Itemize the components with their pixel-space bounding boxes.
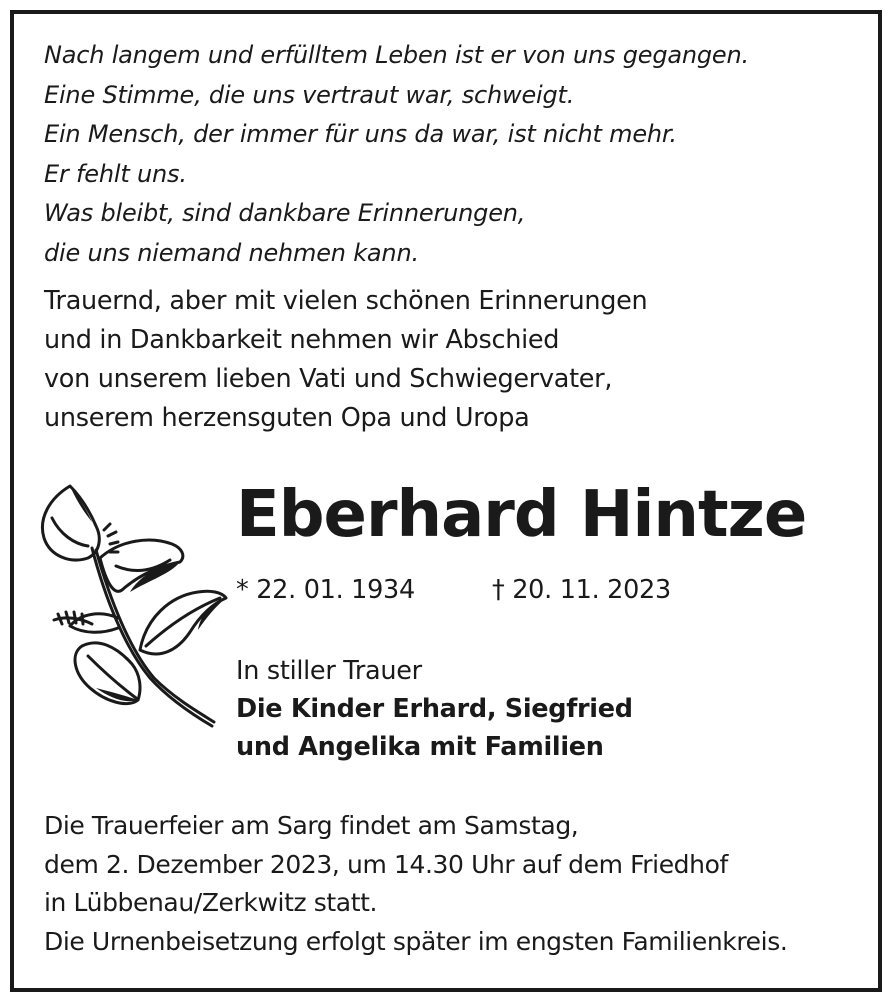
life-dates <box>236 575 671 605</box>
service-line: in Lübbenau/Zerkwitz statt. <box>44 888 378 917</box>
intro-line: unserem herzensguten Opa und Uropa <box>44 403 530 433</box>
farewell-intro <box>44 282 647 438</box>
birth-date: * 22. 01. 1934 <box>236 575 415 605</box>
calla-lily-icon <box>30 478 235 733</box>
poem <box>44 36 749 273</box>
mourners <box>236 652 633 766</box>
intro-line: und in Dankbarkeit nehmen wir Abschied <box>44 325 560 355</box>
mourners-names: Die Kinder Erhard, Siegfried <box>236 694 633 724</box>
intro-line: Trauernd, aber mit vielen schönen Erinnerungen <box>44 286 648 316</box>
poem-line: Er fehlt uns. <box>44 159 187 188</box>
service-line: dem 2. Dezember 2023, um 14.30 Uhr auf dem Friedhof <box>44 849 728 879</box>
mourners-names: und Angelika mit Familien <box>236 732 604 762</box>
service-line: Die Trauerfeier am Sarg findet am Samstag, <box>44 811 579 840</box>
poem-line: Eine Stimme, die uns vertraut war, schweigt. <box>44 80 575 109</box>
intro-line: von unserem lieben Vati und Schwiegervater, <box>44 364 613 394</box>
poem-line: die uns niemand nehmen kann. <box>44 238 419 267</box>
service-info <box>44 807 787 961</box>
death-date: † 20. 11. 2023 <box>492 575 671 605</box>
poem-line: Was bleibt, sind dankbare Erinnerungen, <box>44 199 526 227</box>
deceased-name: Eberhard Hintze <box>236 478 807 552</box>
poem-line: Ein Mensch, der immer für uns da war, ist nicht mehr. <box>44 120 677 148</box>
poem-line: Nach langem und erfülltem Leben ist er von uns gegangen. <box>44 41 749 69</box>
service-line: Die Urnenbeisetzung erfolgt später im engsten Familienkreis. <box>44 926 788 956</box>
mourners-intro: In stiller Trauer <box>236 656 422 686</box>
